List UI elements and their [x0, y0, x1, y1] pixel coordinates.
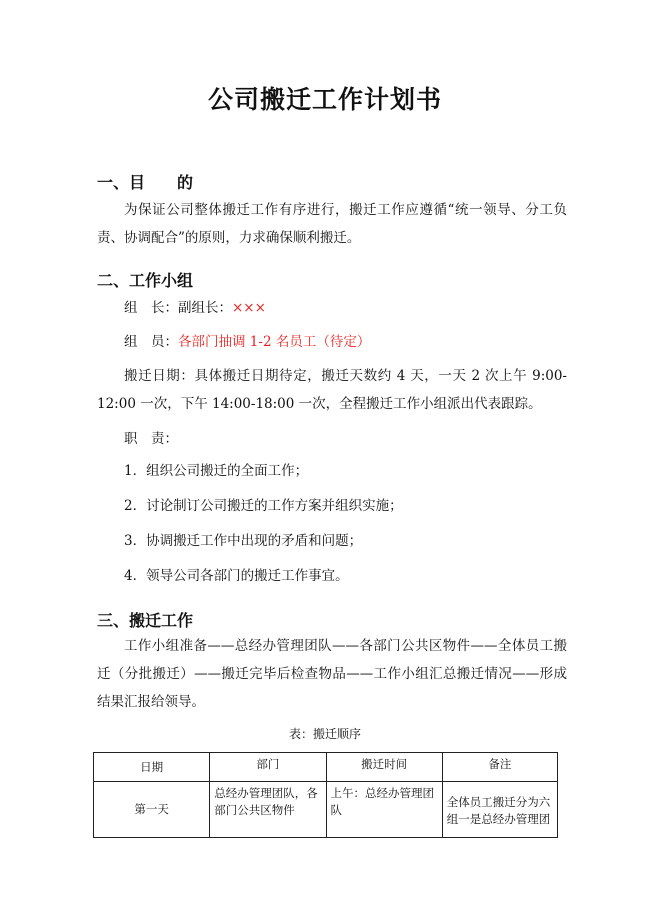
- member-label: 组 员：: [124, 334, 178, 350]
- table-row: [94, 782, 558, 838]
- table-header-cell: 部门: [210, 753, 326, 782]
- duty-item: 1．组织公司搬迁的全面工作；: [124, 463, 309, 479]
- table-header-row: [94, 753, 558, 782]
- duty-label: 职 责：: [124, 431, 178, 447]
- purpose-paragraph: 为保证公司整体搬迁工作有序进行，搬迁工作应遵循“统一领导、分工负责、协调配合”的原则，力求确保顺利搬迁。: [97, 202, 567, 246]
- member-line: [124, 332, 370, 352]
- leader-line: [124, 298, 266, 318]
- move-paragraph: 工作小组准备——总经办管理团队——各部门公共区物件——全体员工搬迁（分批搬迁）——搬迁完毕后检查物品——工作小组汇总搬迁情况——形成结果汇报给领导。: [97, 638, 567, 710]
- table-caption: 表：搬迁顺序: [288, 727, 361, 741]
- move-order-table: [93, 752, 558, 838]
- leader-label: 组 长：副组长：: [124, 300, 232, 316]
- leader-value: ×××: [232, 300, 266, 316]
- date-paragraph: 搬迁日期：具体搬迁日期待定，搬迁天数约 4 天，一天 2 次上午 9:00-12:00 一次，下午 14:00-18:00 一次，全程搬迁工作小组派出代表跟踪。: [97, 368, 567, 412]
- duty-item: 4．领导公司各部门的搬迁工作事宜。: [124, 568, 349, 584]
- table-cell: 总经办管理团队，各部门公共区物件: [210, 782, 326, 838]
- table-cell: 上午：总经办管理团队: [326, 782, 442, 838]
- table-cell: 全体员工搬迁分为六组一是总经办管理团: [442, 782, 557, 838]
- table-cell: 第一天: [94, 782, 210, 838]
- section-heading-purpose: 一、目 的: [97, 173, 194, 192]
- page-title: 公司搬迁工作计划书: [207, 85, 442, 114]
- section-heading-move: 三、搬迁工作: [97, 611, 194, 630]
- duty-item: 3．协调搬迁工作中出现的矛盾和问题；: [124, 533, 363, 549]
- table-header-cell: 日期: [94, 753, 210, 782]
- section-heading-team: 二、工作小组: [97, 271, 194, 290]
- table-header-cell: 搬迁时间: [326, 753, 442, 782]
- member-value: 各部门抽调 1-2 名员工（待定）: [178, 334, 371, 350]
- table-header-cell: 备注: [442, 753, 557, 782]
- duty-item: 2．讨论制订公司搬迁的工作方案并组织实施；: [124, 498, 403, 514]
